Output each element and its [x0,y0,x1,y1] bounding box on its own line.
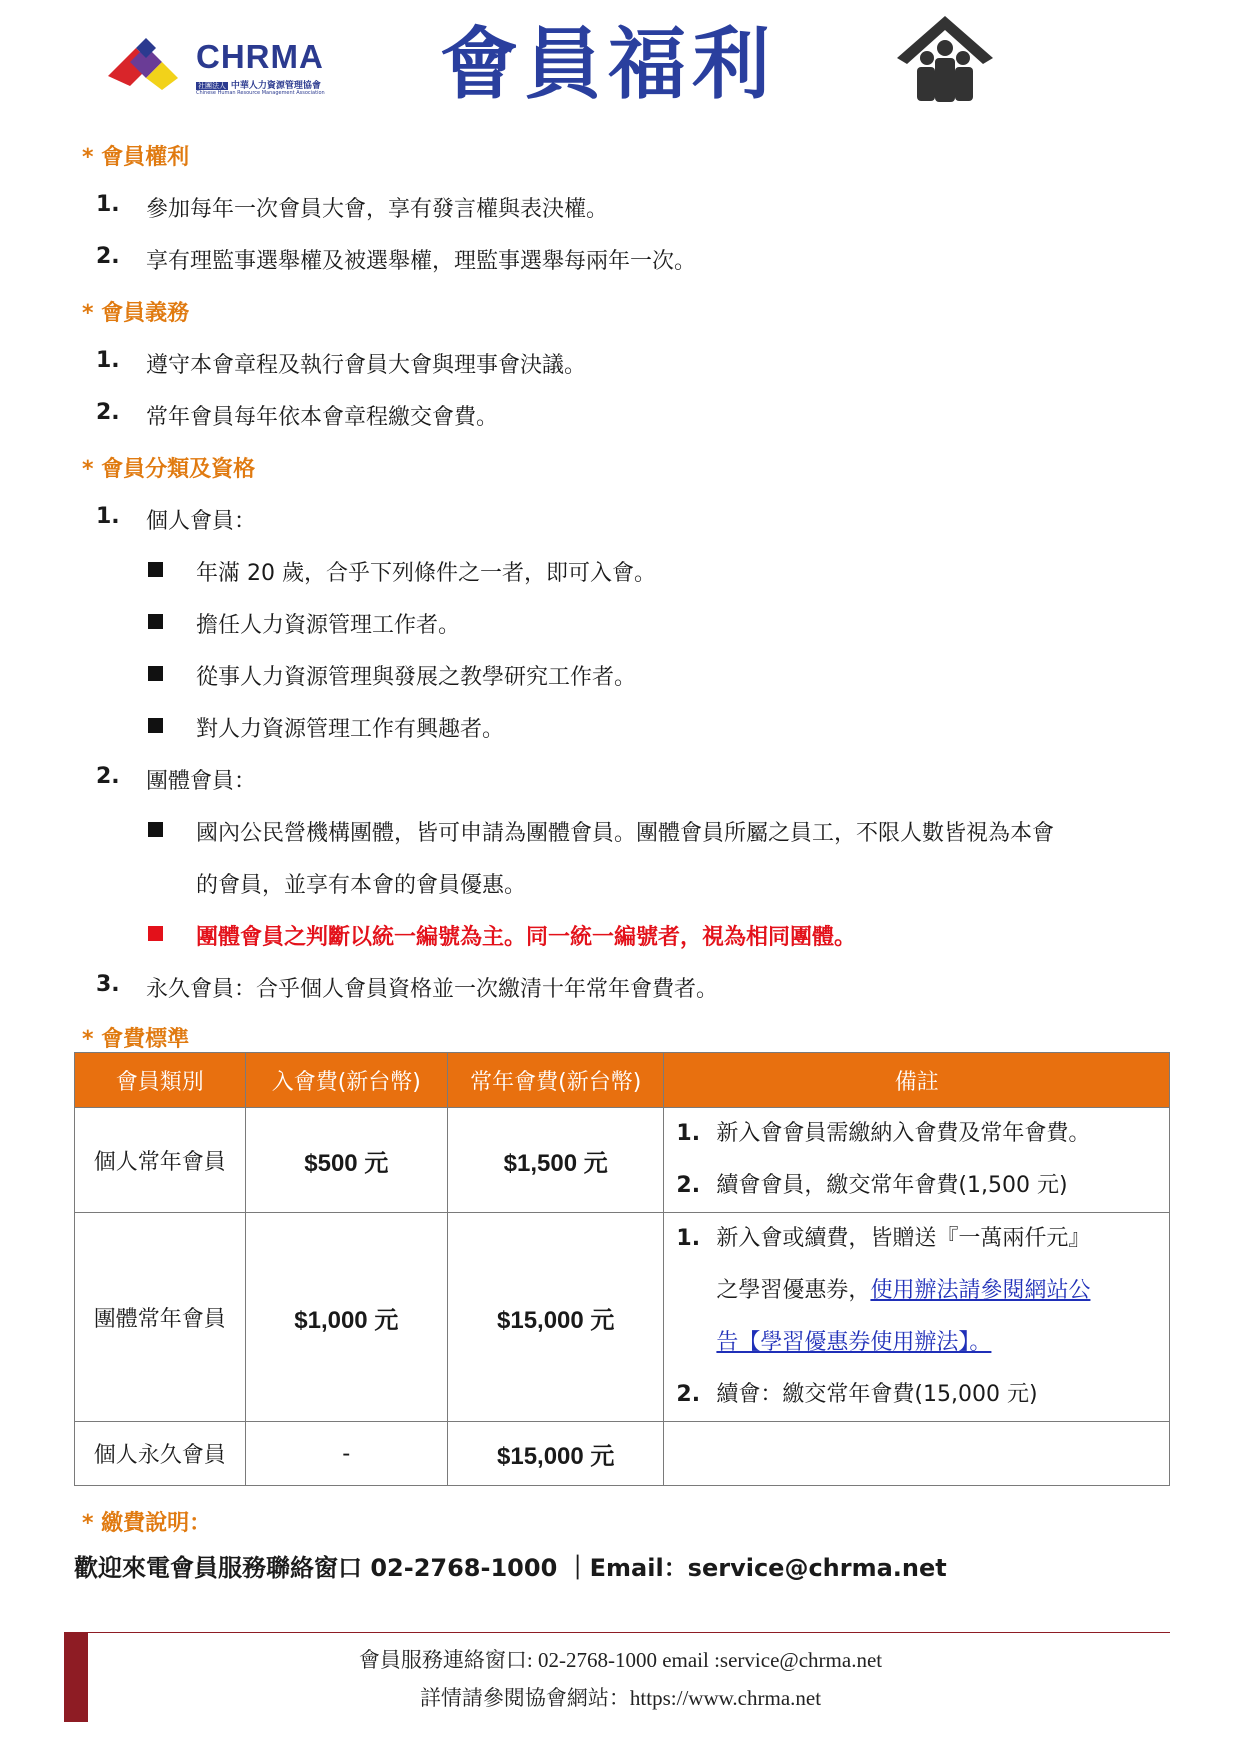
list-number: 2. [96,244,120,269]
note-line [676,1213,1169,1265]
list-number: 2. [96,764,120,789]
note-text: 新入會會員需繳納入會費及常年會費。 [716,1121,1091,1146]
square-bullet-icon [148,562,163,577]
logo-chinese-name: 中華人力資源管理協會 [230,81,321,91]
section-heading-fees: * 會費標準 [82,1027,190,1052]
member-type-cell: 團體常年會員 [75,1213,246,1422]
entry-fee-cell: $1,000 元 [245,1213,447,1422]
table-row [75,1213,1170,1422]
entry-fee-cell: - [245,1422,447,1486]
note-text: 續會會員，繳交常年會費(1,500 元) [716,1173,1068,1198]
list-text: 團體會員： [146,769,257,794]
note-line [676,1265,1169,1317]
section-heading-categories: * 會員分類及資格 [82,457,256,482]
footer-website: 詳情請參閱協會網站：https://www.chrma.net [419,1686,822,1710]
column-header: 會員類別 [75,1053,246,1108]
table-row [75,1422,1170,1486]
bullet-text: 擔任人力資源管理工作者。 [196,613,461,638]
bullet-text: 年滿 20 歲，合乎下列條件之一者，即可入會。 [196,561,656,586]
list-number: 1. [96,504,120,529]
member-type-cell: 個人永久會員 [75,1422,246,1486]
column-header: 入會費(新台幣) [245,1053,447,1108]
note-number: 2. [676,1173,701,1198]
column-header: 常年會費(新台幣) [448,1053,664,1108]
column-header: 備註 [664,1053,1170,1108]
list-number: 1. [96,192,120,217]
footer-divider [64,1632,1170,1633]
table-header-row [75,1053,1170,1108]
bullet-text: 的會員，並享有本會的會員優惠。 [196,873,527,898]
footer-contact: 會員服務連絡窗口: 02-2768-1000 email :service@chrma.net [358,1648,883,1672]
note-number: 1. [676,1226,701,1251]
square-bullet-icon [148,822,163,837]
bullet-text-warning: 團體會員之判斷以統一編號為主。同一統一編號者，視為相同團體。 [196,925,857,950]
notes-cell [664,1422,1170,1486]
note-number: 1. [676,1121,701,1146]
table-row [75,1108,1170,1213]
section-heading-payment: * 繳費說明： [82,1511,212,1536]
list-text: 永久會員：合乎個人會員資格並一次繳清十年常年會費者。 [146,977,719,1002]
annual-fee-cell: $15,000 元 [448,1213,664,1422]
coupon-rules-link[interactable]: 使用辦法請參閱網站公 [870,1278,1091,1303]
logo-english-name: Chinese Human Resource Management Association [196,90,325,96]
family-home-icon [895,14,995,106]
list-text: 享有理監事選舉權及被選舉權，理監事選舉每兩年一次。 [146,249,697,274]
note-line [676,1317,1169,1369]
contact-line: 歡迎來電會員服務聯絡窗口 02-2768-1000 ｜Email：service@chrma.net [74,1554,947,1582]
note-line [676,1108,1169,1160]
list-text: 遵守本會章程及執行會員大會與理事會決議。 [146,353,587,378]
list-text: 常年會員每年依本會章程繳交會費。 [146,405,499,430]
notes-cell [664,1108,1170,1213]
chrma-logo [100,32,360,102]
note-text: 續會：繳交常年會費(15,000 元) [716,1382,1038,1407]
bullet-text: 對人力資源管理工作有興趣者。 [196,717,505,742]
note-line [676,1369,1169,1421]
note-text: 新入會或續費，皆贈送『一萬兩仟元』 [716,1226,1091,1251]
bullet-text: 從事人力資源管理與發展之教學研究工作者。 [196,665,637,690]
logo-wordmark: CHRMA [196,38,324,75]
square-bullet-icon [148,666,163,681]
coupon-rules-link-continued[interactable]: 告【學習優惠券使用辦法】。 [716,1330,992,1355]
square-bullet-icon [148,614,163,629]
list-text: 參加每年一次會員大會，享有發言權與表決權。 [146,197,609,222]
entry-fee-cell: $500 元 [245,1108,447,1213]
bullet-text: 國內公民營機構團體，皆可申請為團體會員。團體會員所屬之員工，不限人數皆視為本會 [196,821,1055,846]
annual-fee-cell: $1,500 元 [448,1108,664,1213]
chrma-logo-mark-icon [100,32,192,92]
square-bullet-icon [148,718,163,733]
notes-cell [664,1213,1170,1422]
logo-badge: 社團法人 [198,82,226,90]
fee-table [74,1052,1170,1486]
member-type-cell: 個人常年會員 [75,1108,246,1213]
note-number: 2. [676,1382,701,1407]
note-line [676,1160,1169,1212]
section-heading-duties: * 會員義務 [82,301,190,326]
list-number: 1. [96,348,120,373]
list-number: 3. [96,972,120,997]
annual-fee-cell: $15,000 元 [448,1422,664,1486]
section-heading-rights: * 會員權利 [82,145,190,170]
note-text: 之學習優惠券， [716,1278,871,1303]
list-number: 2. [96,400,120,425]
page-title: 會員福利 [440,19,777,110]
list-text: 個人會員： [146,509,257,534]
square-bullet-icon [148,926,163,941]
